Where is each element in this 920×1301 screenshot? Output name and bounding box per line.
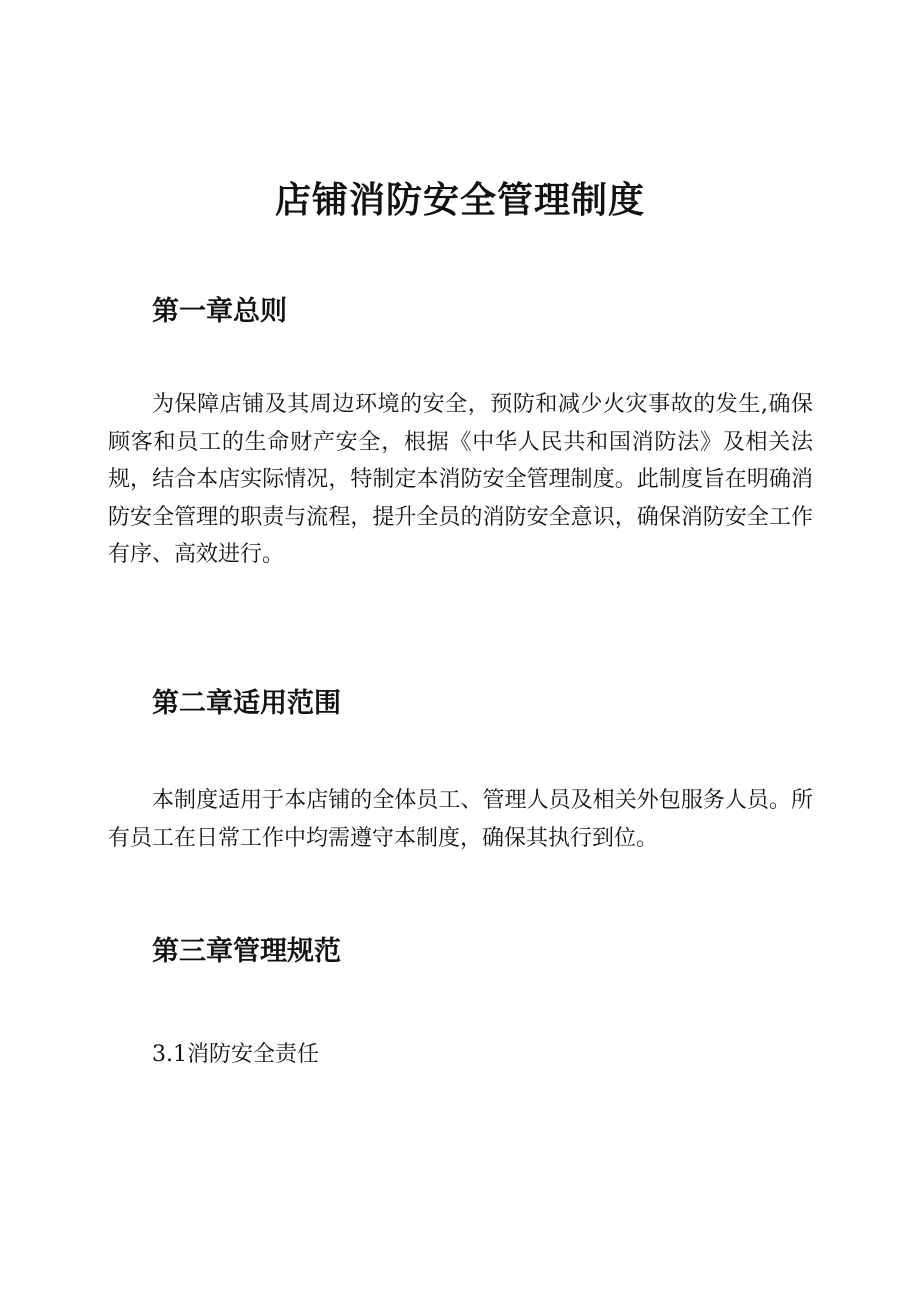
- chapter-2-paragraph: 本制度适用于本店铺的全体员工、管理人员及相关外包服务人员。所有员工在日常工作中均需遵守本制度，确保其执行到位。: [108, 788, 813, 851]
- chapter-1-heading: 第一章总则: [152, 296, 287, 327]
- chapter-3-heading: 第三章管理规范: [152, 936, 341, 967]
- chapter-2-heading: 第二章适用范围: [152, 688, 341, 719]
- document-title: 店铺消防安全管理制度: [274, 180, 645, 221]
- chapter-1-paragraph: 为保障店铺及其周边环境的安全，预防和减少火灾事故的发生,确保顾客和员工的生命财产安全，根据《中华人民共和国消防法》及相关法规，结合本店实际情况，特制定本消防安全管理制度。此制度旨在明确消防安全管理的职责与流程，提升全员的消防安全意识，确保消防安全工作有序、高效进行。: [108, 392, 813, 567]
- subsection-3-1-heading: 3.1消防安全责任: [152, 1042, 319, 1067]
